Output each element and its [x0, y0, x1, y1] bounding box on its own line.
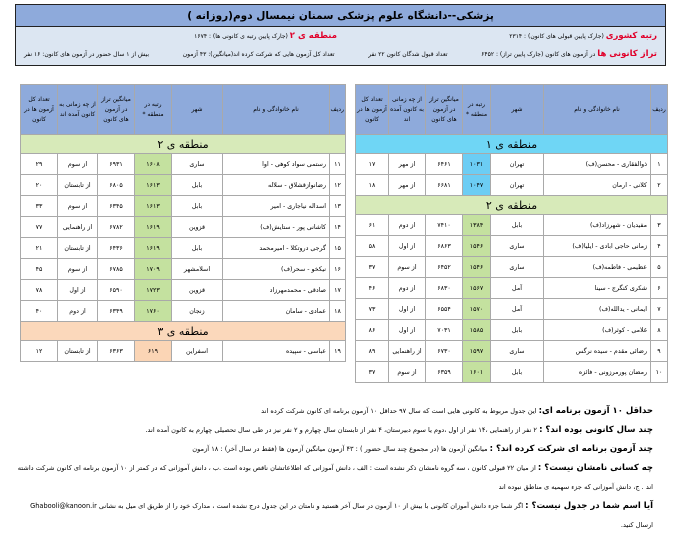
- cell-city: اسفراین: [172, 341, 223, 362]
- cell-city: قزوین: [172, 280, 223, 301]
- cell-city: قزوین: [172, 217, 223, 238]
- cell-city: آمل: [491, 278, 544, 299]
- table-row: [21, 341, 346, 362]
- table-row: [21, 280, 346, 301]
- cell-joined: از سوم: [58, 154, 98, 175]
- column-header: تعداد کل آزمون ها در کانون: [356, 85, 389, 135]
- cell-name: رمضان پورمرزونی - فائزه: [544, 362, 651, 383]
- cell-name: مفیدیان - شهرزاد(ف): [544, 215, 651, 236]
- cell-exam-count: ۴۰: [21, 301, 58, 322]
- cell-joined: از اول: [58, 280, 98, 301]
- cell-exam-count: ۷۷: [21, 217, 58, 238]
- note-text: میانگین آزمون ها (در مجموع چند سال حضور ) : ۴۳ آزمون میانگین آزمون ها (فقط در سال آخر) : ۱۸ آزمون: [192, 445, 490, 453]
- table-row: [356, 341, 668, 362]
- cell-name: رضائی مقدم - سیده نرگس: [544, 341, 651, 362]
- cell-city: تهران: [491, 175, 544, 196]
- cell-city: آمل: [491, 299, 544, 320]
- cell-index: ۱۱: [330, 154, 346, 175]
- cell-city: بابل: [491, 362, 544, 383]
- note-text: این جدول مربوط به کانونی هایی است که سال ۹۷ حداقل ۱۰ آزمون برنامه ای کانون شرکت کرده اند: [261, 407, 539, 415]
- cell-joined: از مهر: [389, 175, 426, 196]
- page-title: پزشکی--دانشگاه علوم پزشکی سمنان نیمسال دوم(روزانه ): [16, 5, 665, 27]
- cell-avg-score: ۶۵۹۰: [98, 280, 135, 301]
- column-header: نام خانوادگی و نام: [223, 85, 330, 135]
- column-header: میانگین تراز در آزمون های کانون: [98, 85, 135, 135]
- cell-index: ۲: [651, 175, 668, 196]
- table-row: [21, 217, 346, 238]
- cell-avg-score: ۶۴۶۱: [426, 154, 463, 175]
- cell-city: ساری: [172, 154, 223, 175]
- cell-avg-score: ۶۳۴۹: [98, 301, 135, 322]
- cell-avg-score: ۷۰۳۱: [426, 320, 463, 341]
- cell-name: رضانوازقشلاق - سلاله: [223, 175, 330, 196]
- cell-index: ۱۸: [330, 301, 346, 322]
- cell-name: عظیمی - فاطمه(ف): [544, 257, 651, 278]
- cell-index: ۱۵: [330, 238, 346, 259]
- cell-index: ۱۲: [330, 175, 346, 196]
- total-exams: تعداد کل آزمون هایی که شرکت کرده اند(میانگین): ۴۳ آزمون: [182, 50, 335, 58]
- table-row: [21, 301, 346, 322]
- cell-city: بابل: [172, 196, 223, 217]
- cell-index: ۵: [651, 257, 668, 278]
- cell-city: تهران: [491, 154, 544, 175]
- zone-rank: [194, 31, 337, 41]
- cell-zone-rank: ۱۳۸۴: [463, 215, 491, 236]
- cell-index: ۱: [651, 154, 668, 175]
- cell-zone-rank: ۱۵۷۰: [463, 299, 491, 320]
- cell-joined: از راهنمایی: [58, 217, 98, 238]
- note-label: آیا اسم شما در جدول نیست؟ :: [525, 501, 653, 511]
- cell-index: ۸: [651, 320, 668, 341]
- note-label: چند آزمون برنامه ای شرکت کرده اند؟ :: [489, 444, 653, 454]
- cell-index: ۴: [651, 236, 668, 257]
- column-header: از چه زمانی به کانون آمده اند: [389, 85, 426, 135]
- cell-name: عباسی - سپیده: [223, 341, 330, 362]
- cell-index: ۱۳: [330, 196, 346, 217]
- cell-name: رستمی سواد کوهی - اوا: [223, 154, 330, 175]
- column-header: شهر: [491, 85, 544, 135]
- cell-index: ۱۶: [330, 259, 346, 280]
- cell-name: صادقی - محمدمهرزاد: [223, 280, 330, 301]
- accepted-count: تعداد قبول شدگان کانون ۲۲ نفر: [368, 50, 448, 58]
- cell-index: ۹: [651, 341, 668, 362]
- cell-joined: از اول: [389, 320, 426, 341]
- cell-avg-score: ۶۵۵۴: [426, 299, 463, 320]
- cell-joined: از دوم: [58, 301, 98, 322]
- cell-city: بابل: [172, 238, 223, 259]
- note-text: از میان ۲۲ قبولی کانون ، سه گروه نامشان ذکر نشده است : الف ، دانش آموزانی که اطلاعاتشان ناقص بوده است .ب ، دانش آموزانی که در کمتر از ۱۰ آزمون برنامه ای کانون شرکت داشته اند . ج، دانش آموزانی که جزء سهمیه ی مناطق نبوده اند: [17, 464, 653, 491]
- cell-zone-rank: ۱۶۰۸: [135, 154, 172, 175]
- cell-exam-count: ۵۸: [356, 236, 389, 257]
- over-one-year: بیش از ۱ سال حضور در آزمون های کانون: ۱۶ نفر: [24, 50, 150, 58]
- cell-zone-rank: ۱۵۹۷: [463, 341, 491, 362]
- cell-avg-score: ۶۳۴۵: [98, 196, 135, 217]
- zone-row: [356, 196, 668, 215]
- table-row: [21, 154, 346, 175]
- column-header: ردیف: [330, 85, 346, 135]
- cell-joined: از سوم: [389, 362, 426, 383]
- cell-exam-count: ۸۶: [356, 320, 389, 341]
- cell-exam-count: ۲۱: [21, 238, 58, 259]
- cell-zone-rank: ۱۶۱۳: [135, 196, 172, 217]
- note: [13, 440, 653, 459]
- cell-name: شکری کنگرج - سینا: [544, 278, 651, 299]
- cell-joined: از تابستان: [58, 238, 98, 259]
- cell-joined: از دوم: [389, 215, 426, 236]
- cell-avg-score: ۶۷۳۰: [426, 341, 463, 362]
- column-header: شهر: [172, 85, 223, 135]
- cell-exam-count: ۳۷: [356, 362, 389, 383]
- cell-joined: از اول: [389, 299, 426, 320]
- cell-zone-rank: ۱۶۱۹: [135, 238, 172, 259]
- table-row: [356, 154, 668, 175]
- cell-index: ۱۷: [330, 280, 346, 301]
- cell-exam-count: ۴۶: [356, 278, 389, 299]
- cell-exam-count: ۳۷: [356, 257, 389, 278]
- cell-city: بابل: [172, 175, 223, 196]
- cell-zone-rank: ۱۵۴۶: [463, 236, 491, 257]
- table-row: [21, 196, 346, 217]
- cell-joined: از مهر: [389, 154, 426, 175]
- cell-zone-rank: ۱۰۴۷: [463, 175, 491, 196]
- note-text: اگر شما جزء دانش آموزان کانونی با بیش از ۱۰ آزمون در سال آخر هستید و نامتان در این جدول درج نشده است ، مدارک خود را از طریق ای میل به نشانی Ghabooli@kanoon.ir ارسال کنید.: [30, 502, 653, 529]
- zone-label: منطقه ی ۳: [21, 322, 346, 341]
- table-header-row: [356, 85, 668, 135]
- table-row: [356, 257, 668, 278]
- cell-zone-rank: ۱۷۶۰: [135, 301, 172, 322]
- cell-name: کاشانی پور - ستایش(ف): [223, 217, 330, 238]
- cell-name: غلامی - کوثر(ف): [544, 320, 651, 341]
- note-label: چه کسانی نامشان نیست؟ :: [537, 463, 653, 473]
- cell-avg-score: ۶۳۶۳: [98, 341, 135, 362]
- cell-index: ۳: [651, 215, 668, 236]
- cell-name: ذوالفقاری - محسن(ف): [544, 154, 651, 175]
- table-row: [356, 320, 668, 341]
- score: [481, 49, 657, 59]
- cell-exam-count: ۴۵: [21, 259, 58, 280]
- cell-avg-score: ۶۳۵۹: [426, 362, 463, 383]
- national-rank-label: رتبه کشوری: [605, 31, 657, 41]
- cell-avg-score: ۶۸۶۳: [426, 236, 463, 257]
- cell-avg-score: ۶۷۸۲: [98, 217, 135, 238]
- cell-index: ۱۹: [330, 341, 346, 362]
- cell-zone-rank: ۱۵۴۶: [463, 257, 491, 278]
- results-table-left: [20, 84, 346, 362]
- table-row: [356, 236, 668, 257]
- cell-avg-score: ۷۴۱۰: [426, 215, 463, 236]
- cell-joined: از سوم: [58, 259, 98, 280]
- cell-city: بابل: [491, 215, 544, 236]
- cell-avg-score: ۶۴۳۶: [98, 238, 135, 259]
- cell-zone-rank: ۱۶۱۳: [135, 175, 172, 196]
- cell-zone-rank: ۱۵۶۷: [463, 278, 491, 299]
- zone-row: [21, 322, 346, 341]
- cell-zone-rank: ۱۰۳۱: [463, 154, 491, 175]
- table-row: [21, 175, 346, 196]
- cell-exam-count: ۱۸: [356, 175, 389, 196]
- cell-joined: از راهنمایی: [389, 341, 426, 362]
- table-row: [356, 215, 668, 236]
- note-label: چند سال کانونی بوده اند؟ :: [539, 425, 653, 435]
- column-header: نام خانوادگی و نام: [544, 85, 651, 135]
- cell-city: زنجان: [172, 301, 223, 322]
- table-row: [356, 299, 668, 320]
- cell-zone-rank: ۱۶۱۹: [135, 217, 172, 238]
- score-value: در آزمون های کانون (جارک پایین تراز) : ۶۴۵۲: [481, 51, 596, 58]
- cell-avg-score: ۶۷۸۵: [98, 259, 135, 280]
- cell-index: ۱۴: [330, 217, 346, 238]
- cell-exam-count: ۷۳: [356, 299, 389, 320]
- score-label: تراز کانونی ها: [597, 49, 657, 59]
- header-row-stats: [16, 45, 665, 63]
- cell-exam-count: ۶۱: [356, 215, 389, 236]
- note: [13, 459, 653, 497]
- cell-joined: از تابستان: [58, 341, 98, 362]
- cell-city: اسلامشهر: [172, 259, 223, 280]
- cell-joined: از دوم: [389, 278, 426, 299]
- note: [13, 421, 653, 440]
- table-row: [21, 259, 346, 280]
- note-text: ۲ نفر از راهنمایی ،۱۴ نفر از اول ،دوم یا سوم دبیرستان، ۴ نفر از تابستان سال چهارم و ۲ نفر نیز در طی سال تحصیلی چهارم به کانون آمده اند.: [145, 426, 540, 434]
- cell-joined: از سوم: [58, 196, 98, 217]
- national-rank: [347, 31, 657, 41]
- zone-label: منطقه ی ۲: [289, 31, 337, 41]
- cell-exam-count: ۱۷: [356, 154, 389, 175]
- cell-city: بابل: [491, 320, 544, 341]
- cell-zone-rank: ۱۵۸۵: [463, 320, 491, 341]
- national-rank-value: (جارک پایین قبولی های کانون) : ۲۳۱۴: [509, 33, 604, 40]
- zone-row: [21, 135, 346, 154]
- column-header: رتبه در منطقه *: [463, 85, 491, 135]
- table-header-row: [21, 85, 346, 135]
- column-header: از چه زمانی به کانون آمده اند: [58, 85, 98, 135]
- cell-index: ۶: [651, 278, 668, 299]
- cell-joined: از سوم: [389, 257, 426, 278]
- column-header: میانگین تراز در آزمون های کانون: [426, 85, 463, 135]
- cell-exam-count: ۳۳: [21, 196, 58, 217]
- cell-avg-score: ۶۸۳۰: [426, 278, 463, 299]
- cell-name: کلانی - ارمان: [544, 175, 651, 196]
- cell-index: ۷: [651, 299, 668, 320]
- cell-zone-rank: ۱۷۰۹: [135, 259, 172, 280]
- cell-name: اسداله نیاجاری - امیر: [223, 196, 330, 217]
- note-label: حداقل ۱۰ آزمون برنامه ای:: [538, 406, 653, 416]
- summary-header: [15, 4, 666, 66]
- cell-exam-count: ۲۰: [21, 175, 58, 196]
- cell-zone-rank: ۶۱۹: [135, 341, 172, 362]
- cell-joined: از اول: [389, 236, 426, 257]
- note: [13, 497, 653, 535]
- cell-exam-count: ۱۲: [21, 341, 58, 362]
- zone-row: [356, 135, 668, 154]
- results-table-right: [355, 84, 668, 383]
- table-row: [356, 278, 668, 299]
- note: [13, 402, 653, 421]
- cell-name: زمانی حاجی ابادی - ایلیا(ف): [544, 236, 651, 257]
- zone-label: منطقه ی ۲: [21, 135, 346, 154]
- cell-city: ساری: [491, 341, 544, 362]
- cell-avg-score: ۶۹۳۱: [98, 154, 135, 175]
- cell-city: ساری: [491, 257, 544, 278]
- column-header: تعداد کل آزمون ها در کانون: [21, 85, 58, 135]
- column-header: ردیف: [651, 85, 668, 135]
- notes: [13, 402, 653, 535]
- cell-zone-rank: ۱۷۲۳: [135, 280, 172, 301]
- cell-joined: از تابستان: [58, 175, 98, 196]
- cell-exam-count: ۷۸: [21, 280, 58, 301]
- header-row-ranks: [16, 27, 665, 45]
- cell-exam-count: ۲۹: [21, 154, 58, 175]
- cell-city: ساری: [491, 236, 544, 257]
- cell-avg-score: ۶۶۸۱: [426, 175, 463, 196]
- cell-zone-rank: ۱۶۰۱: [463, 362, 491, 383]
- cell-name: گرجی دروتکلا - امیرمحمد: [223, 238, 330, 259]
- cell-name: ایمانی - یدالله(ف): [544, 299, 651, 320]
- cell-avg-score: ۶۸۰۵: [98, 175, 135, 196]
- cell-avg-score: ۶۴۵۲: [426, 257, 463, 278]
- cell-exam-count: ۸۹: [356, 341, 389, 362]
- zone-label: منطقه ی ۱: [356, 135, 668, 154]
- cell-index: ۱۰: [651, 362, 668, 383]
- table-row: [356, 175, 668, 196]
- column-header: رتبه در منطقه *: [135, 85, 172, 135]
- cell-name: نیکخو - سحر(ف): [223, 259, 330, 280]
- cell-name: عمادی - سامان: [223, 301, 330, 322]
- table-row: [21, 238, 346, 259]
- table-row: [356, 362, 668, 383]
- zone-label: منطقه ی ۲: [356, 196, 668, 215]
- zone-value: (جارک پایین رتبه ی کانونی ها) : ۱۶۷۴: [194, 33, 288, 40]
